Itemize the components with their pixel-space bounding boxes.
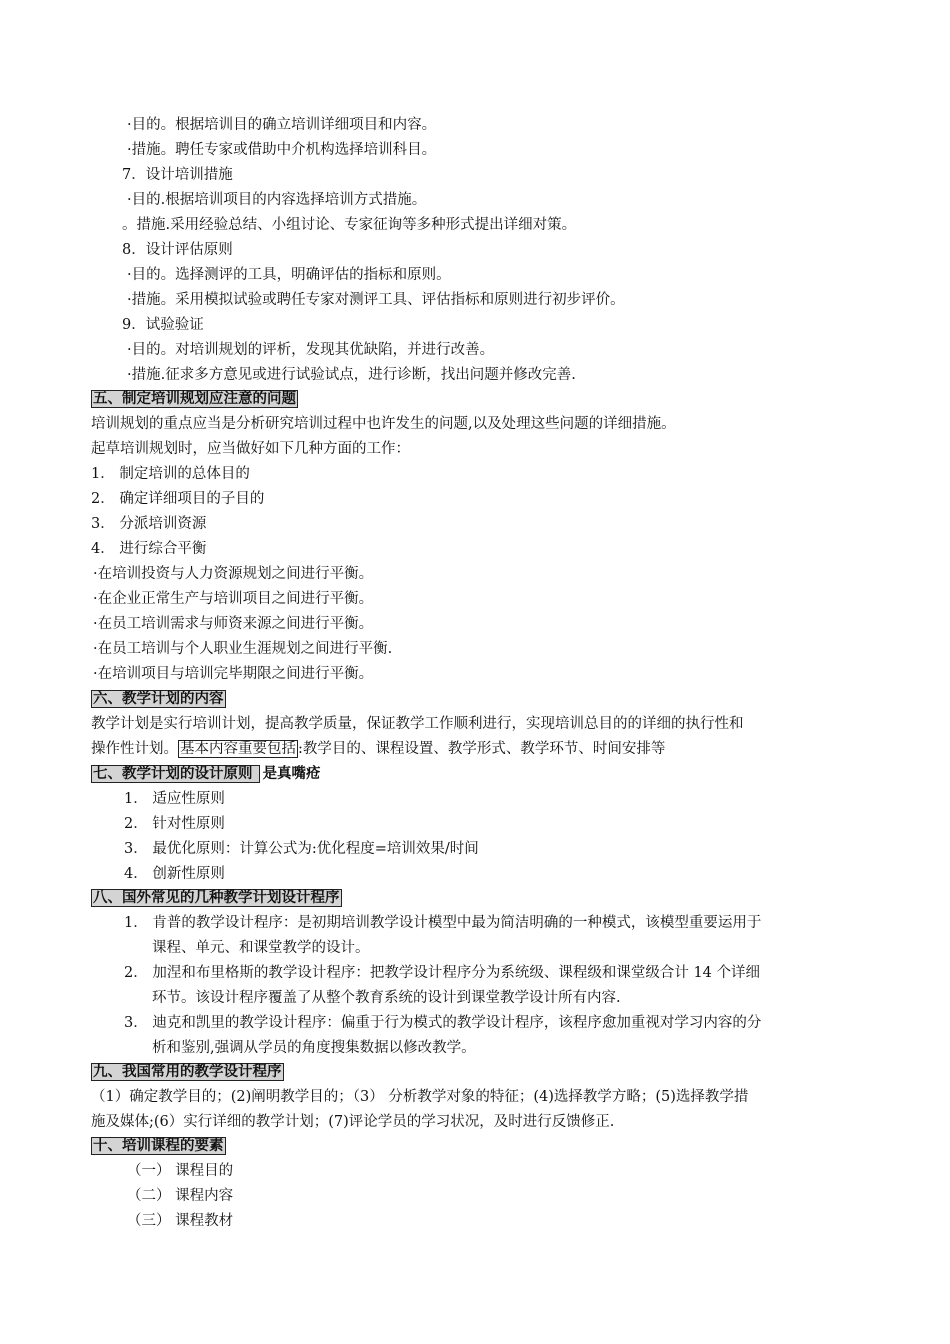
heading-text: 六、教学计划的内容 xyxy=(93,691,224,707)
heading-text: 九、我国常用的教学设计程序 xyxy=(93,1064,282,1080)
text-line: 教学计划是实行培训计划，提高教学质量，保证教学工作顺利进行，实现培训总目的的详细的执行性和 xyxy=(91,716,744,732)
text-line: 课程、单元、和课堂教学的设计。 xyxy=(152,940,370,956)
heading-text: 十、培训课程的要素 xyxy=(93,1138,224,1154)
text-line: 环节。该设计程序覆盖了从整个教育系统的设计到课堂教学设计所有内容. xyxy=(152,990,621,1006)
text-line: ·目的。选择测评的工具，明确评估的指标和原则。 xyxy=(127,267,451,283)
text-line xyxy=(91,739,665,759)
text-line: ·措施。采用模拟试验或聘任专家对测评工具、评估指标和原则进行初步评价。 xyxy=(127,292,625,308)
text-line: 9．试验验证 xyxy=(122,317,204,333)
text-line: 。措施.采用经验总结、小组讨论、专家征询等多种形式提出详细对策。 xyxy=(122,217,577,233)
text-line: 2． 加涅和布里格斯的教学设计程序：把教学设计程序分为系统级、课程级和课堂级合计 14 个详细 xyxy=(124,965,760,981)
text-line: ·在培训投资与人力资源规划之间进行平衡。 xyxy=(93,566,374,582)
text-line: 1． 适应性原则 xyxy=(124,791,225,807)
boxed-text: 基本内容重要包括 xyxy=(180,741,296,757)
heading-suffix: 是真嘴疮 xyxy=(262,766,321,782)
text-line: ·在企业正常生产与培训项目之间进行平衡。 xyxy=(93,591,374,607)
text-line: 3． 最优化原则：计算公式为:优化程度=培训效果/时间 xyxy=(124,841,479,857)
text-line: 7．设计培训措施 xyxy=(122,167,233,183)
text-line: 2． 确定详细项目的子目的 xyxy=(91,491,265,507)
text-line: ·在员工培训与个人职业生涯规划之间进行平衡. xyxy=(93,641,393,657)
text-line: （二） 课程内容 xyxy=(127,1188,234,1204)
section-heading-7 xyxy=(91,764,321,784)
text-line: 8．设计评估原则 xyxy=(122,242,233,258)
heading-text: 八、国外常见的几种教学计划设计程序 xyxy=(93,890,340,906)
text-line: 培训规划的重点应当是分析研究培训过程中也许发生的问题,以及处理这些问题的详细措施。 xyxy=(91,416,676,432)
text-line: 2． 针对性原则 xyxy=(124,816,225,832)
text-line: 析和鉴别,强调从学员的角度搜集数据以修改教学。 xyxy=(152,1040,476,1056)
section-heading-5 xyxy=(91,389,298,409)
text-line: （1）确定教学目的；(2)阐明教学目的；（3） 分析教学对象的特征；(4)选择教学方略；(5)选择教学措 xyxy=(91,1089,749,1105)
text-line: ·目的。根据培训目的确立培训详细项目和内容。 xyxy=(127,117,437,133)
text-segment: 操作性计划。 xyxy=(91,741,178,757)
text-line: ·目的。对培训规划的评析，发现其优缺陷，并进行改善。 xyxy=(127,342,495,358)
text-line: 3． 迪克和凯里的教学设计程序：偏重于行为模式的教学设计程序，该程序愈加重视对学习内容的分 xyxy=(124,1015,762,1031)
section-heading-9 xyxy=(91,1062,284,1082)
text-line: 3． 分派培训资源 xyxy=(91,516,207,532)
text-line: ·目的.根据培训项目的内容选择培训方式措施。 xyxy=(127,192,427,208)
text-line: （三） 课程教材 xyxy=(127,1213,234,1229)
section-heading-8 xyxy=(91,888,342,908)
text-line: 4． 创新性原则 xyxy=(124,866,225,882)
text-line: ·在培训项目与培训完毕期限之间进行平衡。 xyxy=(93,666,374,682)
text-line: 1． 肯普的教学设计程序：是初期培训教学设计模型中最为简洁明确的一种模式，该模型重要运用于 xyxy=(124,915,762,931)
section-heading-6 xyxy=(91,689,226,709)
text-line: （一） 课程目的 xyxy=(127,1163,234,1179)
text-line: ·措施.征求多方意见或进行试验试点，进行诊断，找出问题并修改完善. xyxy=(127,367,576,383)
section-heading-10 xyxy=(91,1136,226,1156)
text-line: ·在员工培训需求与师资来源之间进行平衡。 xyxy=(93,616,374,632)
text-segment: :教学目的、课程设置、教学形式、教学环节、时间安排等 xyxy=(298,741,666,757)
text-line: 4． 进行综合平衡 xyxy=(91,541,207,557)
heading-text: 七、教学计划的设计原则 xyxy=(93,766,258,782)
text-line: 1． 制定培训的总体目的 xyxy=(91,466,250,482)
text-line: 施及媒体;(6）实行详细的教学计划；(7)评论学员的学习状况，及时进行反馈修正. xyxy=(91,1114,615,1130)
heading-text: 五、制定培训规划应注意的问题 xyxy=(93,391,296,407)
text-line: 起草培训规划时，应当做好如下几种方面的工作： xyxy=(91,441,410,457)
text-line: ·措施。聘任专家或借助中介机构选择培训科目。 xyxy=(127,142,437,158)
